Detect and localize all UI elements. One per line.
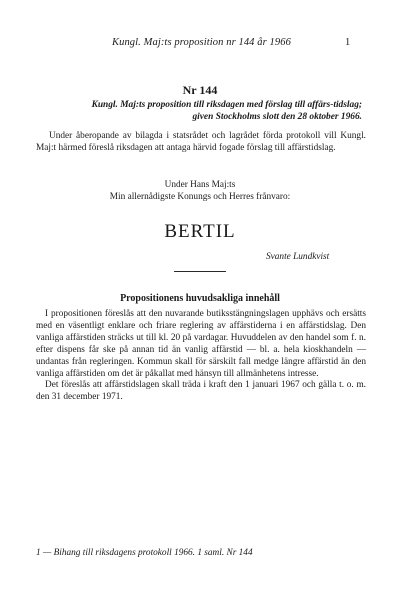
regency-formula (0, 179, 400, 203)
regency-line-2: Min allernådigste Konungs och Herres frånvaro: (109, 192, 291, 203)
page-number: 1 (345, 37, 351, 48)
section-paragraph: I propositionen föreslås att den nuvarande butiksstängningslagen upphävs och ersätts med en väsentligt enklare och friare reglering av affärstiderna i en affärstidslag. Den vanliga affärstiden sträcks ut till kl. 20 på vardagar. Huvuddelen av den handel som f. n. efter dispens får ske på annan tid än vanlig affärstid — bl. a. hela kioskhandeln — undantas från regleringen. Kommun skall för särskilt fall medge längre affärstid än den vanliga affärstiden om det är påkallat med hänsyn till allmänhetens intresse. (36, 309, 366, 379)
proposition-subtitle: Kungl. Maj:ts proposition till riksdagen med förslag till affärs-tidslag; given Stockholms slott den 28 oktober 1966. (91, 100, 362, 122)
section-title: Propositionens huvudsakliga innehåll (120, 293, 280, 304)
regency-line-1: Under Hans Maj:ts (164, 180, 236, 190)
section-body (36, 309, 366, 404)
intro-paragraph: Under åberopande av bilagda i statsrådet och lagrådet förda protokoll vill Kungl. Maj:t härmed föreslå riksdagen att antaga härvid fogade förslag till affärstidslag. (36, 131, 366, 153)
proposition-number: Nr 144 (182, 83, 218, 97)
minister-countersignature: Svante Lundkvist (266, 252, 330, 262)
running-header-title: Kungl. Maj:ts proposition nr 144 år 1966 (112, 37, 291, 48)
page-footer: 1 — Bihang till riksdagens protokoll 1966. 1 saml. Nr 144 (36, 548, 253, 558)
divider-rule (174, 271, 226, 272)
royal-signature: BERTIL (164, 221, 236, 242)
section-paragraph: Det föreslås att affärstidslagen skall träda i kraft den 1 januari 1967 och gälla t. o. m. den 31 december 1971. (36, 380, 366, 403)
